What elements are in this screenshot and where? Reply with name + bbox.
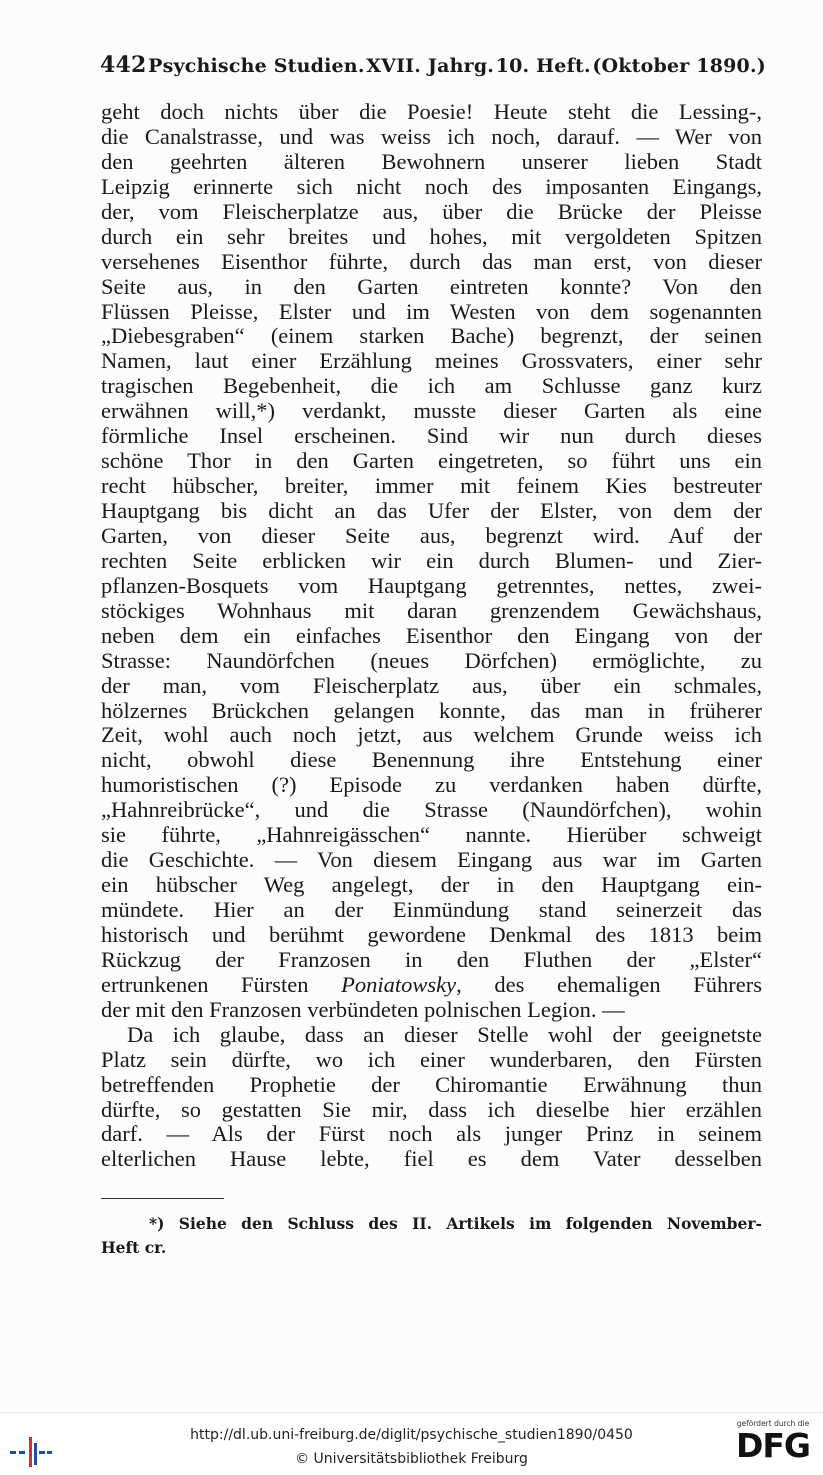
issue-date: (Oktober 1890.) [592,55,766,77]
running-header [100,52,766,78]
text-line: Strasse: Naundörfchen (neues Dörfchen) ermöglichte, zu [101,647,762,673]
footnote-line-1: *) Siehe den Schluss des II. Artikels im folgenden November- [149,1214,762,1233]
text-line: neben dem ein einfaches Eisenthor den Eingang von der [101,622,762,648]
text-line: Garten, von dieser Seite aus, begrenzt wird. Auf der [101,522,762,548]
text-line: der mit den Franzosen verbündeten polnischen Legion. — [101,996,625,1022]
text-line: Da ich glaube, dass an dieser Stelle wohl der geeignetste [127,1021,762,1047]
dfg-logo-icon [733,1419,813,1471]
text-line: förmliche Insel erscheinen. Sind wir nun durch dieses [101,423,762,449]
text-line: recht hübscher, breiter, immer mit feinem Kies bestreuter [101,473,762,499]
text-line: Zeit, wohl auch noch jetzt, aus welchem Grunde weiss ich [101,722,762,748]
text-line: schöne Thor in den Garten eingetreten, so führt uns ein [101,448,762,474]
text-line: tragischen Begebenheit, die ich am Schlusse ganz kurz [101,373,762,399]
journal-title: Psychische Studien. [148,55,365,77]
text-line: stöckiges Wohnhaus mit daran grenzendem Gewächshaus, [101,597,762,623]
text-line: rechten Seite erblicken wir ein durch Blumen- und Zier- [101,547,762,573]
copyright-notice: © Universitätsbibliothek Freiburg [295,1451,528,1467]
text-line: ertrunkenen Fürsten Poniatowsky, des ehemaligen Führers [101,971,762,997]
text-line: die Geschichte. — Von diesem Eingang aus war im Garten [101,847,762,873]
text-line: erwähnen will,*) verdankt, musste dieser Garten als eine [101,398,762,424]
volume-label: XVII. Jahrg. [366,55,495,77]
text-line: die Canalstrasse, und was weiss ich noch, darauf. — Wer von [101,123,762,149]
text-line: dürfte, so gestatten Sie mir, dass ich dieselbe hier erzählen [101,1096,762,1122]
footnote-line-2: Heft cr. [101,1238,167,1257]
text-line: Seite aus, in den Garten eintreten konnte? Von den [101,273,762,299]
text-line: nicht, obwohl diese Benennung ihre Entstehung einer [101,747,762,773]
text-line: den geehrten älteren Bewohnern unserer lieben Stadt [101,148,762,174]
text-line: Platz sein dürfte, wo ich einer wunderbaren, den Fürsten [101,1046,762,1072]
text-line: der, vom Fleischerplatze aus, über die Brücke der Pleisse [101,198,762,224]
text-line: darf. — Als der Fürst noch als junger Prinz in seinem [101,1121,762,1147]
text-line: durch ein sehr breites und hohes, mit vergoldeten Spitzen [101,223,762,249]
text-line: „Hahnreibrücke“, und die Strasse (Naundörfchen), wohin [101,797,762,823]
text-line: elterlichen Hause lebte, fiel es dem Vater desselben [101,1146,762,1172]
footnote-divider [101,1198,224,1199]
text-line: versehenes Eisenthor führte, durch das man erst, von dieser [101,248,762,274]
text-line: Namen, laut einer Erzählung meines Grossvaters, einer sehr [101,348,762,374]
text-line: ein hübscher Weg angelegt, der in den Hauptgang ein- [101,872,762,898]
text-line: Rückzug der Franzosen in den Fluthen der „Elster“ [101,946,762,972]
text-line: mündete. Hier an der Einmündung stand seinerzeit das [101,897,762,922]
text-line: Leipzig erinnerte sich nicht noch des imposanten Eingangs, [101,173,762,199]
text-line: der man, vom Fleischerplatz aus, über ein schmales, [101,672,762,698]
text-line: humoristischen (?) Episode zu verdanken haben dürfte, [101,772,762,798]
page-number: 442 [100,52,147,78]
dfg-logo-text: DFG [735,1426,811,1465]
text-line: pflanzen-Bosquets vom Hauptgang getrenntes, nettes, zwei- [101,572,762,598]
text-line: betreffenden Prophetie der Chiromantie Erwähnung thun [101,1071,762,1097]
text-line: sie führte, „Hahnreigässchen“ nannte. Hierüber schweigt [101,822,762,848]
text-line: „Diebesgraben“ (einem starken Bache) begrenzt, der seinen [101,323,762,349]
text-line: historisch und berühmt gewordene Denkmal des 1813 beim [101,921,762,947]
issue-label: 10. Heft. [495,55,591,77]
body-text [101,100,762,1172]
source-url[interactable]: http://dl.ub.uni-freiburg.de/diglit/psychische_studien1890/0450 [190,1427,633,1443]
text-line: hölzernes Brückchen gelangen konnte, das man in früherer [101,697,762,723]
text-line: Hauptgang bis dicht an das Ufer der Elster, von dem der [101,498,762,523]
viewer-footer [0,1412,823,1475]
dfg-caption: gefördert durch die [736,1419,810,1428]
footnote [101,1212,762,1260]
text-line: geht doch nichts über die Poesie! Heute steht die Lessing-, [101,99,762,124]
text-line: Flüssen Pleisse, Elster und im Westen von dem sogenannten [101,298,762,324]
